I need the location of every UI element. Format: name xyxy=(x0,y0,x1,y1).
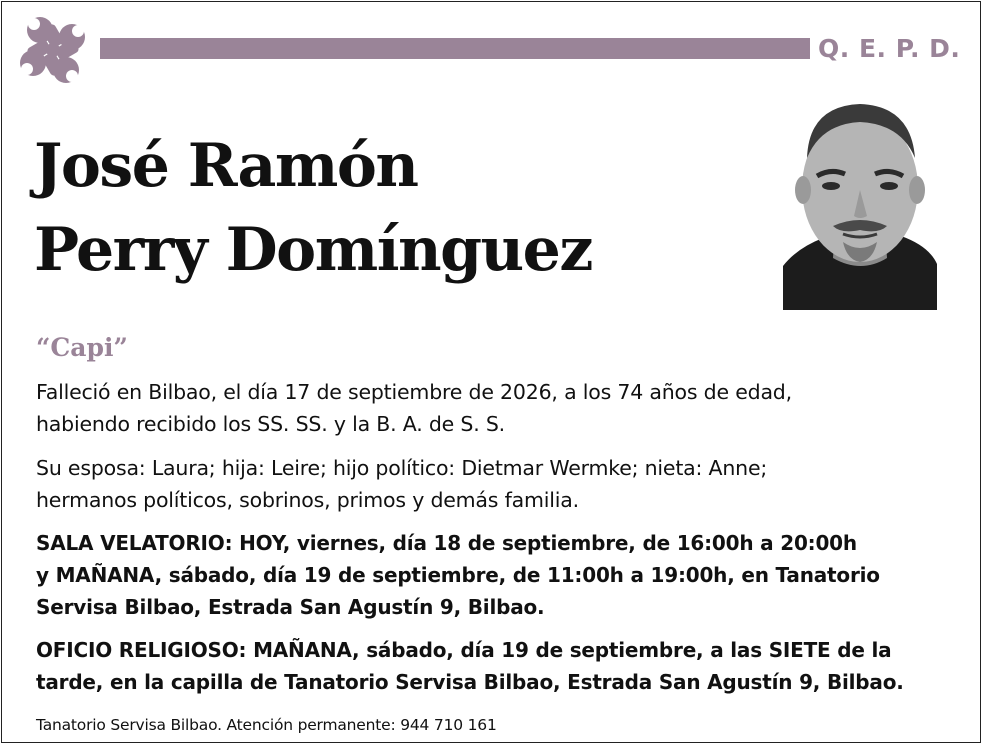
nickname: “Capi” xyxy=(36,333,128,362)
deceased-name-line-2: Perry Domínguez xyxy=(34,215,592,285)
portrait-photo xyxy=(783,98,937,310)
wake-line: Servisa Bilbao, Estrada San Agustín 9, Bilbao. xyxy=(36,595,545,619)
header-bar xyxy=(100,38,810,59)
service-paragraph xyxy=(36,634,956,698)
death-notice-line: Falleció en Bilbao, el día 17 de septiembre de 2026, a los 74 años de edad, xyxy=(36,380,792,404)
death-notice-line: habiendo recibido los SS. SS. y la B. A. de S. S. xyxy=(36,412,505,436)
deceased-name-line-1: José Ramón xyxy=(34,131,418,201)
service-line: OFICIO RELIGIOSO: MAÑANA, sábado, día 19 de septiembre, a las SIETE de la xyxy=(36,638,892,662)
wake-paragraph xyxy=(36,527,956,623)
wake-line: SALA VELATORIO: HOY, viernes, día 18 de septiembre, de 16:00h a 20:00h xyxy=(36,531,857,555)
family-line: Su esposa: Laura; hija: Leire; hijo político: Dietmar Wermke; nieta: Anne; xyxy=(36,456,768,480)
wake-line: y MAÑANA, sábado, día 19 de septiembre, de 11:00h a 19:00h, en Tanatorio xyxy=(36,563,880,587)
footer-contact: Tanatorio Servisa Bilbao. Atención permanente: 944 710 161 xyxy=(36,716,497,734)
family-paragraph xyxy=(36,452,956,516)
family-line: hermanos políticos, sobrinos, primos y demás familia. xyxy=(36,488,579,512)
qepd-label: Q. E. P. D. xyxy=(818,34,961,63)
death-notice-paragraph xyxy=(36,376,956,440)
lauburu-icon xyxy=(14,12,92,88)
service-line: tarde, en la capilla de Tanatorio Servisa Bilbao, Estrada San Agustín 9, Bilbao. xyxy=(36,670,904,694)
